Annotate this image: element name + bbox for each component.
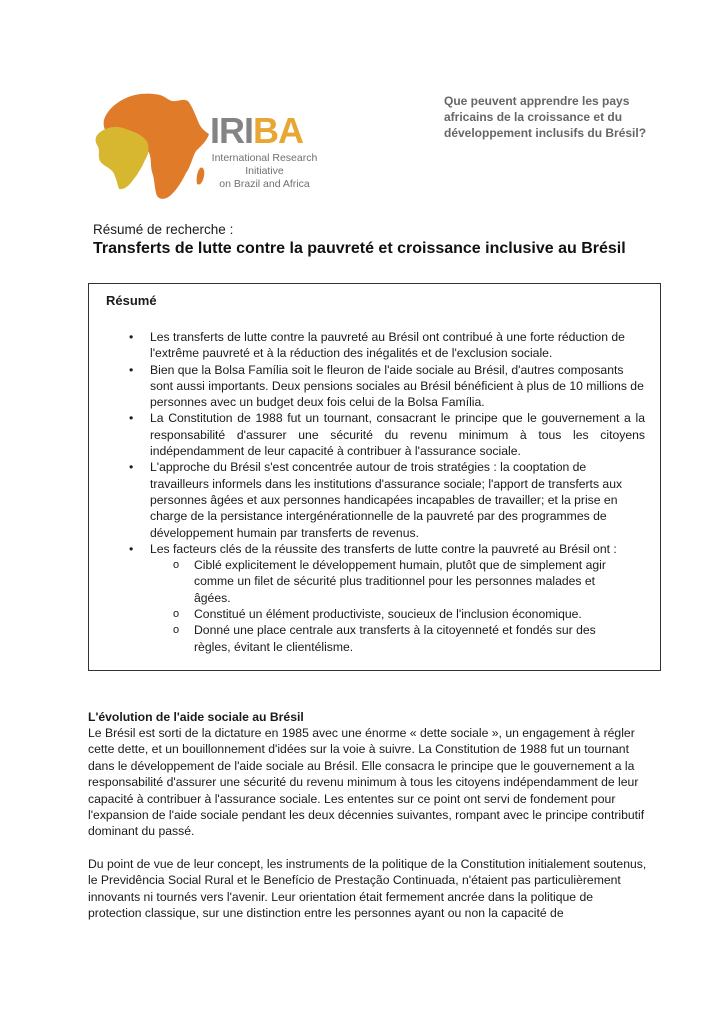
document-title: Transferts de lutte contre la pauvreté et croissance inclusive au Brésil: [93, 240, 626, 257]
summary-bullet: [89, 541, 645, 655]
summary-sub-list: [150, 557, 645, 655]
logo-tagline-line2: on Brazil and Africa: [219, 178, 310, 190]
logo-wordmark-iri: IRI: [210, 110, 254, 151]
logo-tagline-line1: International Research Initiative: [211, 152, 318, 177]
summary-bullet-text: Les facteurs clés de la réussite des transferts de lutte contre la pauvreté au Brésil ont :: [150, 541, 617, 556]
body-paragraph: Le Brésil est sorti de la dictature en 1985 avec une énorme « dette sociale », un engagement à régler cette dette, et un bouillonnement d'idées sur la voie à suivre. La Constitution de 1988 fut un tournant dans le développement de l'aide sociale au Brésil. Elle consacra le principe que le gouvernement a la responsabilité d'assurer une sécurité du revenu minimum à tous les citoyens indépendamment de leur capacité à contribuer à l'assurance sociale. Les ententes sur ce point ont servi de fondement pour l'expansion de l'aide sociale pendant les deux décennies suivantes, rompant avec le principe contributif dominant du passé.: [88, 726, 645, 839]
summary-bullet-text: L'approche du Brésil s'est concentrée autour de trois stratégies : la cooptation de travailleurs informels dans les institutions d'assurance sociale; l'apport de transferts aux personnes âgées et aux personnes handicapées incapables de travailler; et la prise en charge de la persistance intergénérationnelle de la pauvreté par des programmes de développement humain par transferts de revenus.: [150, 460, 623, 540]
summary-bullet-text: Bien que la Bolsa Família soit le fleuron de l'aide sociale au Brésil, d'autres composants sont aussi importants. Deux pensions sociales au Brésil bénéficient à plus de 10 millions de personnes avec un budget deux fois celui de la Bolsa Família.: [150, 362, 644, 410]
summary-sub-bullet: [89, 557, 634, 606]
summary-bullet: [89, 459, 645, 540]
body-paragraph: Du point de vue de leur concept, les instruments de la politique de la Constitution initialement soutenus, le Previdência Social Rural et le Benefício de Prestação Continuada, n'étaient pas particulièrement innovants ni tournés vers l'avenir. Leur orientation était fermement ancrée dans la politique de protection classique, sur une distinction entre les personnes ayant ou non la capacité de: [88, 857, 647, 921]
summary-sub-bullet-text: Ciblé explicitement le développement humain, plutôt que de simplement agir comme un filet de sécurité plus traditionnel pour les personnes malades et âgées.: [194, 558, 606, 605]
summary-sub-bullet-text: Donné une place centrale aux transferts à la citoyenneté et fondés sur des règles, évitant le clientélisme.: [194, 623, 596, 654]
summary-bullet: [89, 362, 645, 411]
summary-bullet-text: Les transferts de lutte contre la pauvreté au Brésil ont contribué à une forte réduction de l'extrême pauvreté et à la réduction des inégalités et de l'exclusion sociale.: [150, 330, 625, 361]
summary-bullet: [89, 410, 645, 459]
summary-bullet: [89, 329, 645, 362]
summary-sub-bullet-text: Constitué un élément productiviste, soucieux de l'inclusion économique.: [194, 607, 582, 622]
iriba-logo: [92, 88, 332, 204]
logo-wordmark-ba: BA: [253, 110, 304, 151]
summary-bullet-list: [89, 329, 645, 655]
section-heading: L'évolution de l'aide sociale au Brésil: [88, 710, 304, 724]
summary-sub-bullet: [89, 622, 634, 655]
header-question: Que peuvent apprendre les pays africains de la croissance et du développement inclusifs du Brésil?: [444, 94, 647, 140]
summary-sub-bullet: [89, 606, 634, 622]
summary-bullet-text: La Constitution de 1988 fut un tournant, consacrant le principe que le gouvernement a la responsabilité d'assurer une sécurité du revenu minimum à tous les citoyens indépendamment de leur capacité à contribuer à l'assurance sociale.: [150, 411, 645, 459]
summary-box: [88, 283, 661, 671]
logo-tagline: [192, 152, 337, 191]
summary-heading: Résumé: [106, 293, 157, 308]
document-subtitle: Résumé de recherche :: [93, 222, 234, 237]
logo-wordmark: [210, 110, 304, 151]
brazil-shape: [96, 127, 149, 189]
